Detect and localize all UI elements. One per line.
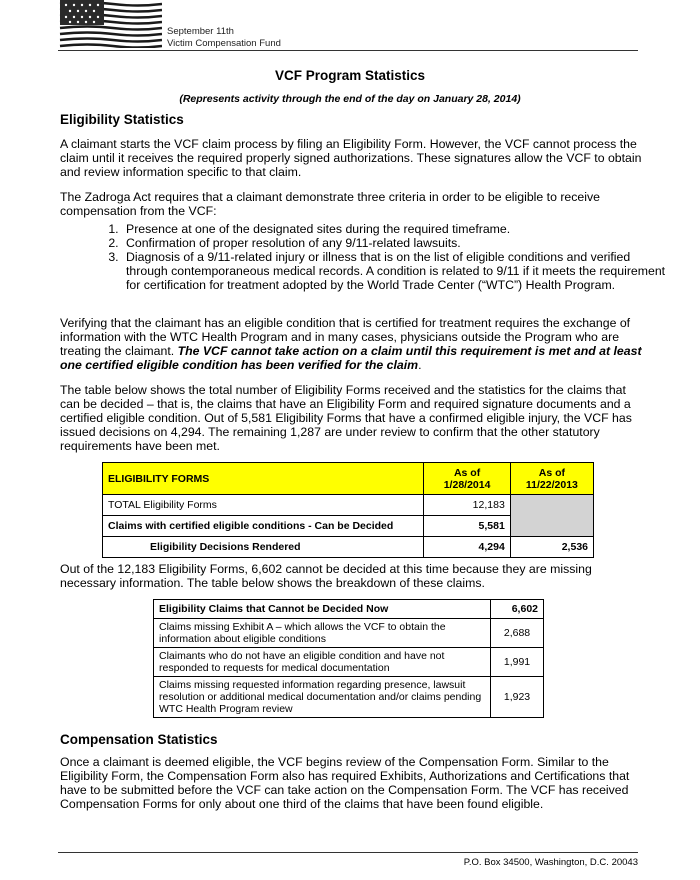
table-header-row — [154, 600, 544, 619]
row-label: Claims with certified eligible conditions - Can be Decided — [103, 516, 424, 537]
compensation-heading: Compensation Statistics — [60, 732, 218, 747]
table-header-row — [103, 463, 594, 495]
eligibility-para-2: The Zadroga Act requires that a claimant demonstrate three criteria in order to be eligible to receive compensation from the VCF: — [60, 190, 600, 218]
eligibility-forms-table — [102, 462, 594, 558]
footer-divider — [58, 852, 638, 853]
page-title: VCF Program Statistics — [274, 68, 426, 83]
criteria-item: 1. Presence at one of the designated sites during the required timeframe. — [122, 222, 667, 236]
table-row — [154, 648, 544, 677]
header-divider — [58, 50, 638, 51]
footer-address: P.O. Box 34500, Washington, D.C. 20043 — [463, 857, 638, 868]
row-label: Claims missing Exhibit A – which allows the VCF to obtain the information about eligible conditions — [154, 619, 491, 648]
row-value: 1,991 — [491, 648, 544, 677]
row-value-col1: 4,294 — [424, 537, 510, 558]
table-row — [103, 495, 594, 516]
org-name-line2: Victim Compensation Fund — [167, 38, 281, 49]
eligibility-para-4: The table below shows the total number of Eligibility Forms received and the statistics for the claims that can be decided – that is, the claims that have an Eligibility Form and required signature documents and a certified eligible condition. Out of 5,581 Eligibility Forms that have a confirmed eligible injury, the VCF has issued decisions on 4,294. The remaining 1,287 are under review to confirm that the other statutory requirements have been met. — [60, 383, 632, 453]
row-label: Claimants who do not have an eligible condition and have not responded to requests for medical documentation — [154, 648, 491, 677]
criteria-list — [100, 222, 667, 292]
org-name-line1: September 11th — [167, 26, 234, 37]
undecided-claims-table — [153, 599, 544, 718]
table-header-label: Eligibility Claims that Cannot be Decided Now — [154, 600, 491, 619]
eligibility-para-5: Out of the 12,183 Eligibility Forms, 6,602 cannot be decided at this time because they are missing necessary information. The table below shows the breakdown of these claims. — [60, 562, 592, 590]
criteria-item: 3. Diagnosis of a 9/11-related injury or illness that is on the list of eligible conditions and verified through contemporaneous medical records. A condition is related to 9/11 if it meets the requirement for certification for treatment adopted by the World Trade Center (“WTC”) Health Program. — [122, 250, 667, 292]
criteria-item: 2. Confirmation of proper resolution of any 9/11-related lawsuits. — [122, 236, 667, 250]
page-subtitle: (Represents activity through the end of the day on January 28, 2014) — [179, 93, 521, 105]
eligibility-heading: Eligibility Statistics — [60, 112, 184, 127]
table-header-label: ELIGIBILITY FORMS — [103, 463, 424, 495]
compensation-para: Once a claimant is deemed eligible, the VCF begins review of the Compensation Form. Similar to the Eligibility Form, the Compensation Form also has required Exhibits, Authorizations and Certifications that have to be submitted before the VCF can take action on the Compensation Form. The VCF has received Compensation Forms for only about one third of the claims that have been found eligible. — [60, 755, 630, 811]
row-value-col2: 2,536 — [510, 537, 593, 558]
eligibility-para-1: A claimant starts the VCF claim process by filing an Eligibility Form. However, the VCF cannot process the claim until it receives the required properly signed authorizations. These signatures allow the VCF to obtain and review information specific to that claim. — [60, 137, 642, 179]
row-label: Claims missing requested information regarding presence, lawsuit resolution or additional medical documentation and/or claims pending WTC Health Program review — [154, 677, 491, 718]
para3-end: . — [418, 358, 422, 372]
row-label: TOTAL Eligibility Forms — [103, 495, 424, 516]
row-value-col1: 5,581 — [424, 516, 510, 537]
table-header-value: 6,602 — [491, 600, 544, 619]
para3-emphasis: The VCF cannot take action on a claim until this requirement is met and at least one certified eligible condition has been verified for the claim — [60, 344, 642, 372]
para3-text: Verifying that the claimant has an eligible condition that is certified for treatment requires the exchange of information with the WTC Health Program and in many cases, physicians outside the Program who are treating the claimant. — [60, 316, 631, 358]
table-row — [154, 619, 544, 648]
org-name — [167, 26, 281, 50]
row-value-col1: 12,183 — [424, 495, 510, 516]
table-header-col1: As of 1/28/2014 — [424, 463, 510, 495]
table-row — [154, 677, 544, 718]
row-value: 2,688 — [491, 619, 544, 648]
row-label: Eligibility Decisions Rendered — [103, 537, 424, 558]
table-row — [103, 537, 594, 558]
table-header-col2: As of 11/22/2013 — [510, 463, 593, 495]
eligibility-para-3 — [60, 316, 645, 372]
row-value-col2-empty — [510, 495, 593, 537]
us-flag-logo — [58, 0, 162, 48]
row-value: 1,923 — [491, 677, 544, 718]
